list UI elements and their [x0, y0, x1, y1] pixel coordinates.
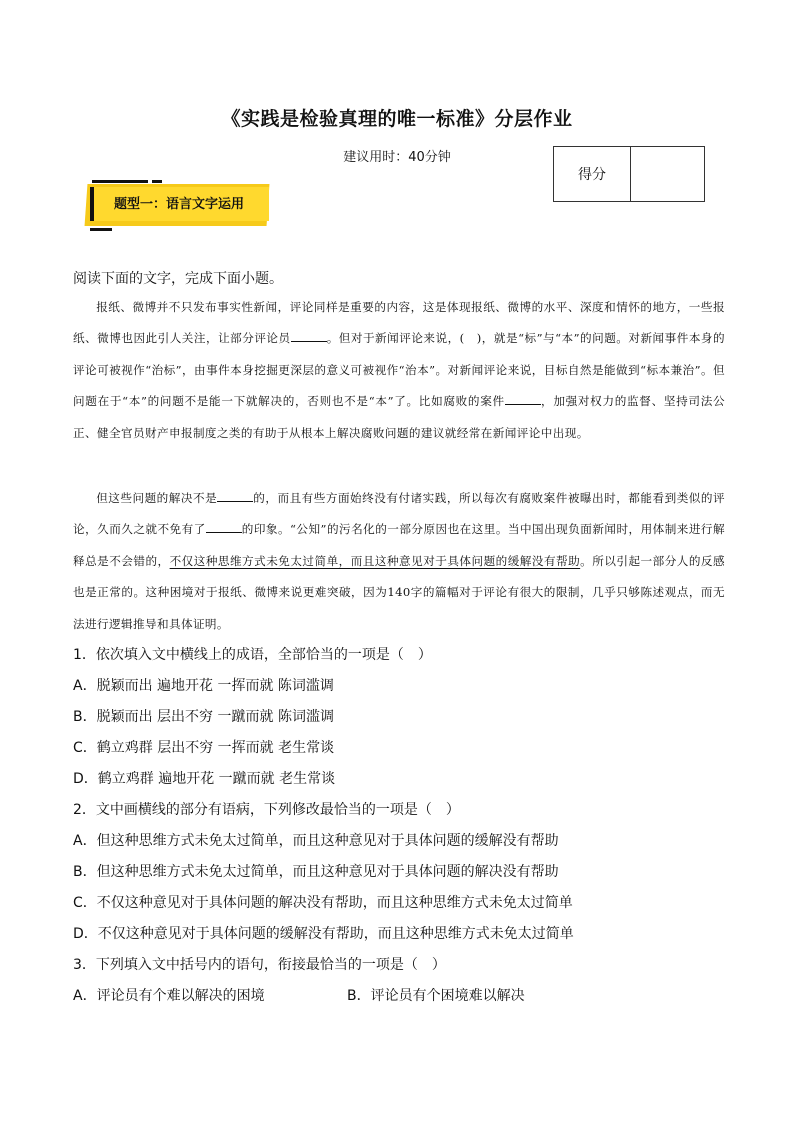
score-box [553, 146, 705, 202]
p1-part-a: 报纸、微博并不只发布事实性新闻，评论同样是重要的内容，这是体现报纸、微博的水平、深度和情怀的地方，一些报纸、微博也因此引人关注，让部分评论员 [73, 300, 725, 346]
document-title: 《实践是检验真理的唯一标准》分层作业 [221, 108, 573, 130]
score-label: 得分 [554, 147, 631, 201]
p2-part-a: 但这些问题的解决不是 [96, 491, 218, 505]
banner-dash-top-2 [152, 180, 162, 183]
question-3-stem: 3．下列填入文中括号内的语句，衔接最恰当的一项是（ ） [73, 957, 446, 973]
p1-part-b: 。但对于新闻评论来说，( )，就是“标”与“本”的问题。对新闻事件本身的评论可被视作“治标”，由事件本身挖掘更深层的意义可被视作“治本”。对新闻评论来说，目标自然是能做到“标本兼治”。但问题在于“本”的问题不是能一下就解决的，否则也不是“本”了。比如腐败的案件 [73, 331, 725, 409]
underlined-sentence: 不仅这种思维方式未免太过简单，而且这种意见对于具体问题的缓解没有帮助 [169, 553, 581, 568]
passage-paragraph-1 [73, 292, 725, 449]
section-banner [80, 180, 270, 230]
p1-part-c: ，加强对权力的监督、坚持司法公正、健全官员财产申报制度之类的有助于从根本上解决腐败问题的建议就经常在新闻评论中出现。 [73, 394, 725, 440]
banner-dash-top [92, 180, 148, 183]
question-2-stem: 2．文中画横线的部分有语病，下列修改最恰当的一项是（ ） [73, 802, 460, 818]
question-2-option-a[interactable]: A．但这种思维方式未免太过简单，而且这种意见对于具体问题的缓解没有帮助 [73, 833, 559, 849]
question-1-option-d[interactable]: D．鹤立鸡群 遍地开花 一蹴而就 老生常谈 [73, 771, 336, 787]
question-1-stem: 1．依次填入文中横线上的成语，全部恰当的一项是（ ） [73, 647, 432, 663]
question-3-option-b[interactable]: B．评论员有个困境难以解决 [347, 988, 525, 1004]
banner-dash-bottom [90, 228, 112, 231]
question-3-option-a[interactable]: A．评论员有个难以解决的困境 [73, 988, 265, 1004]
question-2-option-b[interactable]: B．但这种思维方式未免太过简单，而且这种意见对于具体问题的解决没有帮助 [73, 864, 559, 880]
blank-1 [291, 329, 327, 342]
section-title: 题型一：语言文字运用 [114, 197, 245, 212]
suggested-time: 建议用时：40分钟 [343, 150, 451, 165]
question-2-option-c[interactable]: C．不仅这种意见对于具体问题的解决没有帮助，而且这种思维方式未免太过简单 [73, 895, 573, 911]
question-2-option-d[interactable]: D．不仅这种意见对于具体问题的缓解没有帮助，而且这种思维方式未免太过简单 [73, 926, 574, 942]
passage-paragraph-2 [73, 483, 725, 640]
question-1-option-c[interactable]: C．鹤立鸡群 层出不穷 一挥而就 老生常谈 [73, 740, 335, 756]
reading-intro: 阅读下面的文字，完成下面小题。 [73, 271, 283, 287]
p2-part-d: 。所以引起一部分人的反感也是正常的。这种困境对于报纸、微博来说更难突破，因为140字的篇幅对于评论有很大的限制，几乎只够陈述观点，而无法进行逻辑推导和具体证明。 [73, 553, 725, 631]
question-1-option-b[interactable]: B．脱颖而出 层出不穷 一蹴而就 陈词滥调 [73, 709, 334, 725]
blank-3 [217, 489, 253, 502]
p2-part-b: 的，而且有些方面始终没有付诸实践，所以每次有腐败案件被曝出时，都能看到类似的评论，久而久之就不免有了 [73, 491, 725, 537]
score-value-field[interactable] [631, 147, 704, 201]
question-1-option-a[interactable]: A．脱颖而出 遍地开花 一挥而就 陈词滥调 [73, 678, 334, 694]
p2-part-c: 的印象。“公知”的污名化的一部分原因也在这里。当中国出现负面新闻时，用体制来进行解释总是不会错的， [73, 522, 725, 568]
blank-4 [206, 520, 242, 533]
blank-2 [505, 392, 541, 405]
